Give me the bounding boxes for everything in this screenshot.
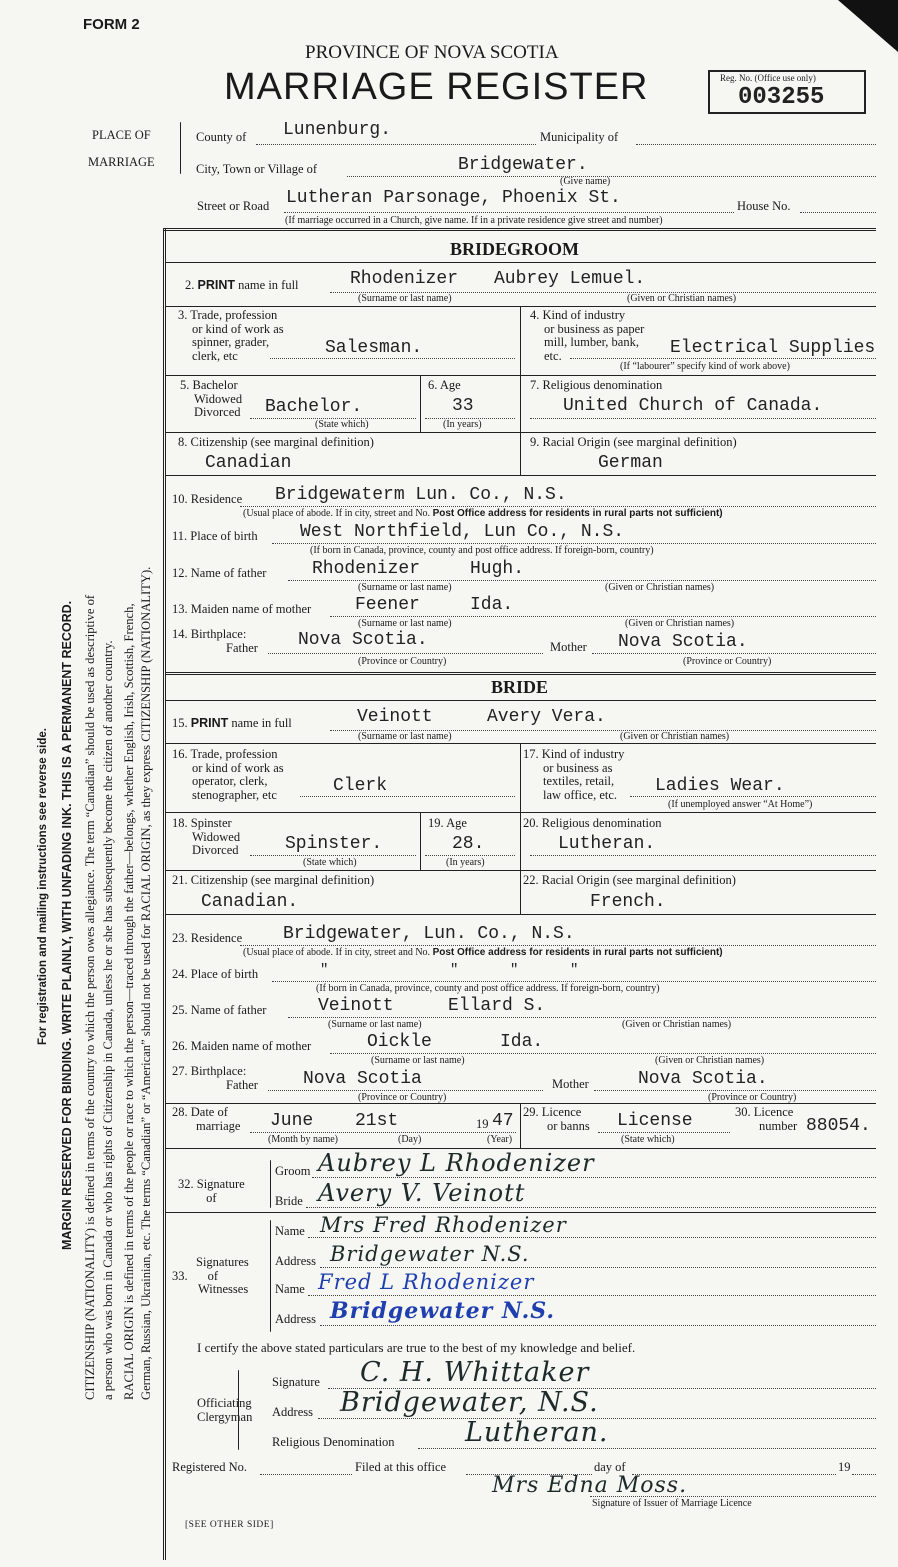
bride-given: Avery Vera. bbox=[487, 707, 606, 727]
bride-mother-given: Ida. bbox=[500, 1032, 544, 1052]
province-note: (Province or Country) bbox=[358, 1092, 447, 1103]
bride-industry: Ladies Wear. bbox=[655, 776, 785, 796]
bride-age-label: 19. Age bbox=[428, 816, 467, 830]
clergyman-label: Officiating Clergyman bbox=[197, 1396, 253, 1424]
registered-number-label: Registered No. bbox=[172, 1460, 247, 1474]
clergy-address: Bridgewater, N.S. bbox=[340, 1387, 599, 1418]
province-note: (Province or Country) bbox=[358, 656, 447, 667]
marriage-year-prefix: 19 bbox=[476, 1117, 489, 1131]
given-note: (Given or Christian names) bbox=[605, 582, 715, 593]
racial-origin-definition-2: German, Russian, Ukrainian, etc. The terms “Canadian” or “American” should not be used for RACIAL ORIGIN, as they express CITIZENSHIP (NATIONALITY). bbox=[139, 566, 153, 1400]
bride-birthplace-label: 24. Place of birth bbox=[172, 967, 259, 981]
filed-label: Filed at this office bbox=[355, 1460, 447, 1474]
surname-note: (Surname or last name) bbox=[358, 293, 452, 304]
groom-racial-origin: German bbox=[598, 453, 663, 473]
bride-industry-label: 17. Kind of industry or business as textiles, retail, law office, etc. bbox=[523, 747, 625, 802]
groom-age: 33 bbox=[452, 396, 474, 416]
bride-parents-birthplace-label: 27. Birthplace: Father bbox=[172, 1064, 258, 1092]
give-name-note: (Give name) bbox=[560, 176, 611, 187]
marriage-date-label: 28. Date of marriage bbox=[172, 1105, 241, 1133]
residence-note: (Usual place of abode. If in city, street and No. Post Office address for residents in rural parts not sufficient) bbox=[243, 508, 723, 519]
place-label: PLACE OF bbox=[92, 128, 151, 142]
groom-trade-label: 3. Trade, profession or kind of work as spinner, grader, clerk, etc bbox=[178, 308, 284, 363]
county-value: Lunenburg. bbox=[283, 120, 392, 140]
witness1-address: Bridgewater N.S. bbox=[330, 1242, 530, 1266]
groom-surname: Rhodenizer bbox=[350, 269, 459, 289]
issuer-signature: Mrs Edna Moss. bbox=[492, 1473, 688, 1498]
groom-religion-label: 7. Religious denomination bbox=[530, 378, 663, 392]
bride-status: Spinster. bbox=[285, 834, 383, 854]
bride-racial-origin: French. bbox=[590, 892, 666, 912]
reg-number: 003255 bbox=[738, 84, 825, 111]
witness1-name: Mrs Fred Rhodenizer bbox=[320, 1213, 567, 1237]
groom-residence-label: 10. Residence bbox=[172, 492, 243, 506]
state-which-note: (State which) bbox=[621, 1134, 675, 1145]
birth-note: (If born in Canada, province, county and post office address. If foreign-born, country) bbox=[310, 545, 654, 556]
bride-signature-label: Bride bbox=[275, 1194, 303, 1208]
groom-religion: United Church of Canada. bbox=[563, 396, 823, 416]
licence-label: 29. Licence or banns bbox=[523, 1105, 590, 1133]
witnesses-label: Signatures 33. of Witnesses bbox=[172, 1255, 249, 1296]
bride-mother-label: 26. Maiden name of mother bbox=[172, 1039, 312, 1053]
bride-industry-note: (If unemployed answer “At Home”) bbox=[668, 799, 813, 810]
bride-birthplace-ditto: " bbox=[510, 962, 519, 978]
given-note: (Given or Christian names) bbox=[620, 731, 730, 742]
clergy-signature-label: Signature bbox=[272, 1375, 320, 1389]
place-brace bbox=[180, 122, 181, 174]
residence-note: (Usual place of abode. If in city, street and No. Post Office address for residents in rural parts not sufficient) bbox=[243, 947, 723, 958]
frame-left bbox=[163, 228, 166, 1560]
reg-number-box bbox=[708, 70, 866, 114]
in-years-note: (In years) bbox=[443, 419, 482, 430]
bride-residence: Bridgewater, Lun. Co., N.S. bbox=[283, 924, 575, 944]
birth-note: (If born in Canada, province, county and post office address. If foreign-born, country) bbox=[316, 983, 660, 994]
bride-religion-label: 20. Religious denomination bbox=[523, 816, 662, 830]
groom-residence: Bridgewaterm Lun. Co., N.S. bbox=[275, 485, 567, 505]
page-corner-fold bbox=[838, 0, 898, 52]
bride-heading: BRIDE bbox=[491, 677, 549, 697]
bride-father-given: Ellard S. bbox=[448, 996, 546, 1016]
day-note: (Day) bbox=[398, 1134, 422, 1145]
municipality-label: Municipality of bbox=[540, 130, 619, 144]
month-note: (Month by name) bbox=[268, 1134, 338, 1145]
witness-name-label: Name bbox=[275, 1282, 305, 1296]
signature-section-label: 32. Signature of bbox=[178, 1177, 245, 1205]
racial-origin-definition: RACIAL ORIGIN is defined in terms of the people or race to which the person—traced through the father—belongs, whether English, Irish, Scottish, French, bbox=[122, 603, 136, 1400]
groom-citizenship-label: 8. Citizenship (see marginal definition) bbox=[178, 435, 374, 449]
place-label-2: MARRIAGE bbox=[88, 155, 155, 169]
in-years-note: (In years) bbox=[446, 857, 485, 868]
mother-label: Mother bbox=[550, 640, 587, 654]
day-of-label: day of bbox=[594, 1460, 626, 1474]
groom-birthplace-label: 11. Place of birth bbox=[172, 529, 258, 543]
clergy-address-label: Address bbox=[272, 1405, 313, 1419]
bride-signature: Avery V. Veinott bbox=[318, 1179, 526, 1207]
bride-residence-label: 23. Residence bbox=[172, 931, 243, 945]
licence-number-label: 30. Licence number bbox=[735, 1105, 798, 1133]
given-note: (Given or Christian names) bbox=[622, 1019, 732, 1030]
groom-name-label: 2. PRINT name in full bbox=[185, 278, 299, 292]
groom-father-birthplace: Nova Scotia. bbox=[298, 630, 428, 650]
groom-citizenship: Canadian bbox=[205, 453, 292, 473]
groom-mother-given: Ida. bbox=[470, 595, 514, 615]
issuer-signature-label: Signature of Issuer of Marriage Licence bbox=[592, 1498, 752, 1509]
citizenship-definition: CITIZENSHIP (NATIONALITY) is defined in terms of the country to which the person owes allegiance. The term “Canadian” should be used as descriptive of bbox=[83, 594, 97, 1400]
bride-status-label: 18. Spinster Widowed Divorced bbox=[172, 816, 241, 857]
licence-type: License bbox=[617, 1111, 693, 1131]
province-note: (Province or Country) bbox=[708, 1092, 797, 1103]
street-label: Street or Road bbox=[197, 199, 270, 213]
certification-statement: I certify the above stated particulars are true to the best of my knowledge and belief. bbox=[197, 1340, 636, 1355]
groom-mother-birthplace: Nova Scotia. bbox=[618, 632, 748, 652]
city-value: Bridgewater. bbox=[458, 155, 588, 175]
witness-address-label: Address bbox=[275, 1254, 316, 1268]
year-label: 19 bbox=[838, 1460, 851, 1474]
bride-name-label: 15. PRINT name in full bbox=[172, 716, 292, 730]
bride-father-label: 25. Name of father bbox=[172, 1003, 267, 1017]
frame-top bbox=[163, 228, 876, 231]
mother-label: Mother bbox=[552, 1077, 589, 1091]
county-label: County of bbox=[196, 130, 247, 144]
marriage-year: 47 bbox=[492, 1111, 514, 1131]
bride-mother-birthplace: Nova Scotia. bbox=[638, 1069, 768, 1089]
surname-note: (Surname or last name) bbox=[358, 618, 452, 629]
bride-citizenship: Canadian. bbox=[201, 892, 299, 912]
witness-address-label: Address bbox=[275, 1312, 316, 1326]
state-which-note: (State which) bbox=[315, 419, 369, 430]
given-note: (Given or Christian names) bbox=[655, 1055, 765, 1066]
groom-mother-label: 13. Maiden name of mother bbox=[172, 602, 312, 616]
bridegroom-heading: BRIDEGROOM bbox=[450, 239, 580, 259]
surname-note: (Surname or last name) bbox=[358, 582, 452, 593]
clergy-denomination: Lutheran. bbox=[465, 1417, 609, 1448]
surname-note: (Surname or last name) bbox=[358, 731, 452, 742]
groom-trade: Salesman. bbox=[325, 338, 423, 358]
bride-mother-surname: Oickle bbox=[367, 1032, 432, 1052]
licence-number: 88054. bbox=[806, 1116, 871, 1136]
margin-binding-notice: MARGIN RESERVED FOR BINDING. WRITE PLAINLY, WITH UNFADING INK. THIS IS A PERMANENT RECORD. bbox=[60, 600, 74, 1250]
street-value: Lutheran Parsonage, Phoenix St. bbox=[286, 188, 621, 208]
witness2-name: Fred L Rhodenizer bbox=[318, 1270, 535, 1294]
clergy-denomination-label: Religious Denomination bbox=[272, 1435, 395, 1449]
year-note: (Year) bbox=[487, 1134, 513, 1145]
bride-father-birthplace: Nova Scotia bbox=[303, 1069, 422, 1089]
place-note: (If marriage occurred in a Church, give name. If in a private residence give street and number) bbox=[285, 215, 663, 226]
margin-instructions: For registration and mailing instructions see reverse side. bbox=[37, 728, 49, 1045]
groom-father-surname: Rhodenizer bbox=[312, 559, 421, 579]
groom-signature: Aubrey L Rhodenizer bbox=[318, 1149, 595, 1177]
bride-birthplace-ditto: " bbox=[320, 962, 329, 978]
province-heading: PROVINCE OF NOVA SCOTIA bbox=[305, 42, 559, 63]
bride-surname: Veinott bbox=[357, 707, 433, 727]
groom-industry: Electrical Supplies bbox=[670, 338, 876, 358]
groom-father-given: Hugh. bbox=[470, 559, 525, 579]
bride-trade-label: 16. Trade, profession or kind of work as operator, clerk, stenographer, etc bbox=[172, 747, 284, 802]
bride-birthplace-ditto: " bbox=[570, 962, 579, 978]
bride-age: 28. bbox=[452, 834, 485, 854]
city-label: City, Town or Village of bbox=[196, 162, 318, 176]
witness2-address: Bridgewater N.S. bbox=[330, 1298, 556, 1324]
witness-name-label: Name bbox=[275, 1224, 305, 1238]
groom-industry-label: 4. Kind of industry or business as paper mill, lumber, bank, etc. bbox=[530, 308, 645, 363]
groom-given: Aubrey Lemuel. bbox=[494, 269, 646, 289]
bride-birthplace-ditto: " bbox=[450, 962, 459, 978]
groom-industry-note: (If “labourer” specify kind of work above) bbox=[620, 361, 790, 372]
groom-father-label: 12. Name of father bbox=[172, 566, 267, 580]
marriage-month: June bbox=[270, 1111, 314, 1131]
citizenship-definition-2: a person who was born in Canada or who has rights of Citizenship in Canada, unless he or she has subsequently become the citizen of another country. bbox=[101, 640, 115, 1400]
surname-note: (Surname or last name) bbox=[371, 1055, 465, 1066]
province-note: (Province or Country) bbox=[683, 656, 772, 667]
groom-status-label: 5. Bachelor Widowed Divorced bbox=[180, 378, 243, 419]
groom-racial-label: 9. Racial Origin (see marginal definition) bbox=[530, 435, 737, 449]
groom-status: Bachelor. bbox=[265, 397, 363, 417]
groom-age-label: 6. Age bbox=[428, 378, 461, 392]
given-note: (Given or Christian names) bbox=[625, 618, 735, 629]
bride-citizenship-label: 21. Citizenship (see marginal definition) bbox=[172, 873, 375, 887]
form-number: FORM 2 bbox=[83, 16, 140, 33]
marriage-day: 21st bbox=[355, 1111, 399, 1131]
groom-signature-label: Groom bbox=[275, 1164, 311, 1178]
surname-note: (Surname or last name) bbox=[328, 1019, 422, 1030]
groom-birthplace: West Northfield, Lun Co., N.S. bbox=[300, 522, 625, 542]
state-which-note: (State which) bbox=[303, 857, 357, 868]
clergy-signature: C. H. Whittaker bbox=[360, 1357, 590, 1388]
house-label: House No. bbox=[737, 199, 791, 213]
page-title: MARRIAGE REGISTER bbox=[224, 66, 649, 108]
reg-number-label: Reg. No. (Office use only) bbox=[720, 73, 816, 83]
groom-mother-surname: Feener bbox=[355, 595, 420, 615]
see-other-side: [SEE OTHER SIDE] bbox=[185, 1520, 274, 1530]
bride-religion: Lutheran. bbox=[558, 834, 656, 854]
bride-trade: Clerk bbox=[333, 776, 388, 796]
bride-racial-label: 22. Racial Origin (see marginal definition) bbox=[523, 873, 736, 887]
groom-parents-birthplace-label: 14. Birthplace: Father bbox=[172, 627, 258, 655]
given-note: (Given or Christian names) bbox=[627, 293, 737, 304]
bride-father-surname: Veinott bbox=[318, 996, 394, 1016]
